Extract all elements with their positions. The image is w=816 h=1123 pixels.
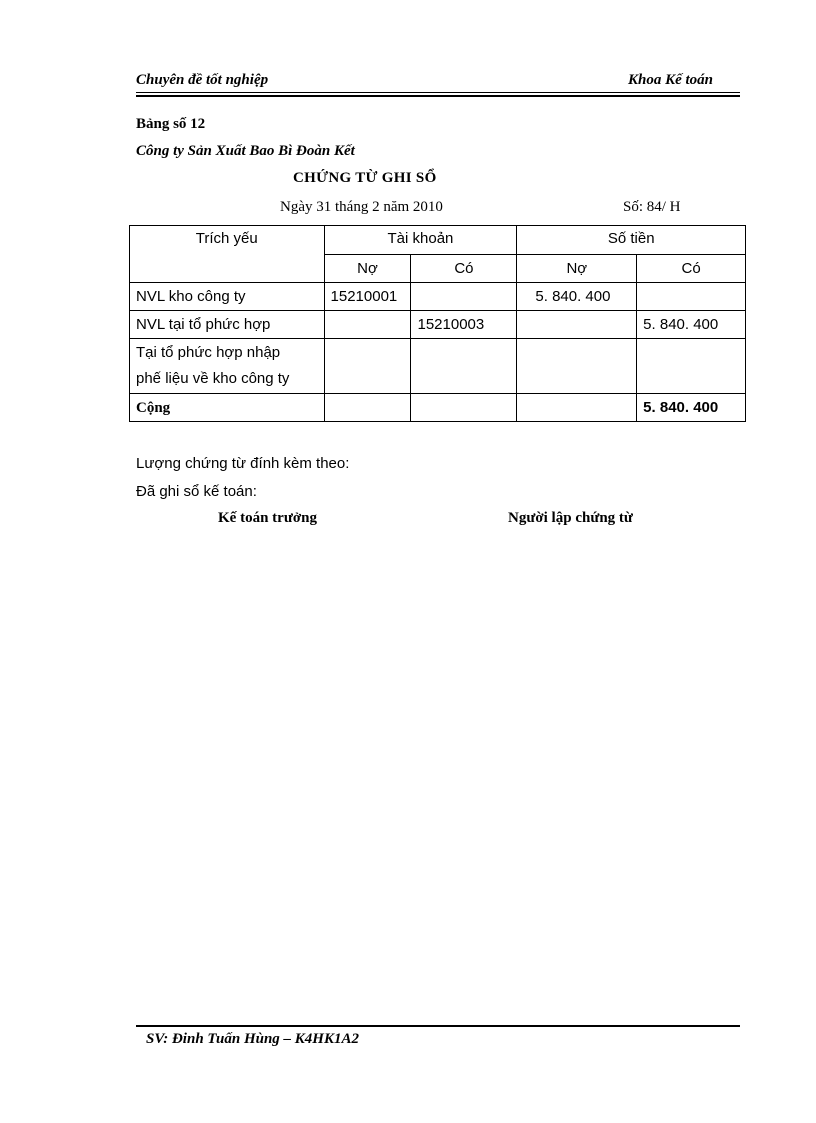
row-amount-debit: 5. 840. 400 <box>517 283 637 311</box>
row-account-debit <box>324 311 411 339</box>
header-thesis-label: Chuyên đề tốt nghiệp <box>136 72 269 88</box>
row-amount-credit <box>637 339 746 394</box>
attached-documents-note: Lượng chứng từ đính kèm theo: <box>136 455 350 472</box>
table-row <box>130 339 746 394</box>
document-title: CHỨNG TỪ GHI SỔ <box>293 170 437 186</box>
total-label: Cộng <box>130 394 325 422</box>
signature-preparer: Người lập chứng từ <box>508 510 633 526</box>
table-number: Bảng số 12 <box>136 116 206 132</box>
header-description: Trích yếu <box>130 226 325 283</box>
ledger-table <box>129 225 746 422</box>
document-date: Ngày 31 tháng 2 năm 2010 <box>280 199 443 215</box>
row-description: NVL tại tổ phức hợp <box>130 311 325 339</box>
row-account-debit: 15210001 <box>324 283 411 311</box>
total-account-credit <box>411 394 517 422</box>
header-amount: Số tiền <box>517 226 746 255</box>
header-divider-thick <box>136 95 740 97</box>
header-faculty-label: Khoa Kế toán <box>628 72 714 88</box>
header-amount-debit: Nợ <box>517 255 637 283</box>
row-amount-debit <box>517 311 637 339</box>
header-account: Tài khoản <box>324 226 517 255</box>
row-description-line: phế liệu về kho công ty <box>136 370 290 387</box>
signature-chief-accountant: Kế toán trưởng <box>218 510 317 526</box>
table-row <box>130 311 746 339</box>
recorded-in-ledger-note: Đã ghi sổ kế toán: <box>136 483 257 500</box>
row-account-credit <box>411 339 517 394</box>
table-row <box>130 283 746 311</box>
total-amount-credit: 5. 840. 400 <box>637 394 746 422</box>
footer-divider <box>136 1025 740 1027</box>
total-amount-debit <box>517 394 637 422</box>
header-divider <box>136 92 740 93</box>
header-amount-credit: Có <box>637 255 746 283</box>
header-account-credit: Có <box>411 255 517 283</box>
footer-student-label: SV: Đinh Tuấn Hùng – K4HK1A2 <box>146 1031 359 1047</box>
row-amount-credit: 5. 840. 400 <box>637 311 746 339</box>
row-description <box>130 339 325 394</box>
total-account-debit <box>324 394 411 422</box>
row-description: NVL kho công ty <box>130 283 325 311</box>
table-header-row <box>130 226 746 255</box>
row-account-debit <box>324 339 411 394</box>
table-total-row <box>130 394 746 422</box>
row-amount-credit <box>637 283 746 311</box>
company-name: Công ty Sản Xuất Bao Bì Đoàn Kết <box>136 143 355 159</box>
row-description-line: Tại tổ phức hợp nhập <box>136 344 281 361</box>
row-account-credit: 15210003 <box>411 311 517 339</box>
row-amount-debit <box>517 339 637 394</box>
document-number: Số: 84/ H <box>623 199 681 215</box>
header-account-debit: Nợ <box>324 255 411 283</box>
row-account-credit <box>411 283 517 311</box>
